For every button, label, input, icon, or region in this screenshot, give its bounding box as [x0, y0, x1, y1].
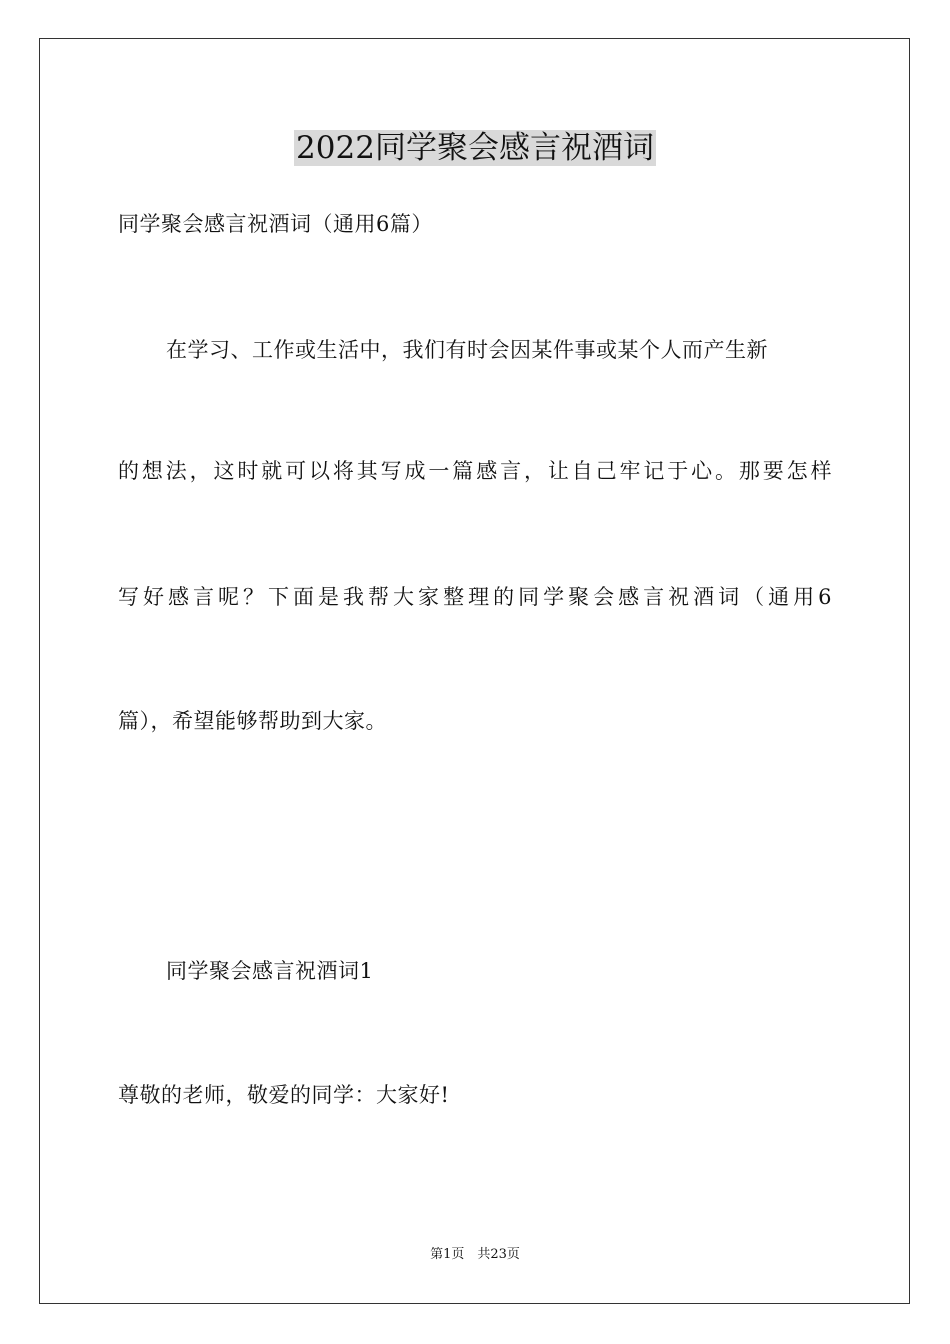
section-heading: 同学聚会感言祝酒词1	[166, 959, 374, 983]
document-title	[0, 128, 950, 168]
intro-line-1: 在学习、工作或生活中，我们有时会因某件事或某个人而产生新	[166, 338, 768, 362]
greeting-line: 尊敬的老师，敬爱的同学：大家好!	[118, 1083, 450, 1107]
intro-line-2: 的想法，这时就可以将其写成一篇感言，让自己牢记于心。那要怎样	[118, 459, 832, 483]
intro-line-4: 篇），希望能够帮助到大家。	[118, 709, 387, 733]
page-footer: 第1页 共23页	[430, 1247, 520, 1262]
intro-line-3: 写好感言呢？下面是我帮大家整理的同学聚会感言祝酒词（通用6	[118, 585, 832, 609]
document-title-text: 2022同学聚会感言祝酒词	[296, 130, 654, 166]
document-subtitle: 同学聚会感言祝酒词（通用6篇）	[118, 212, 433, 236]
